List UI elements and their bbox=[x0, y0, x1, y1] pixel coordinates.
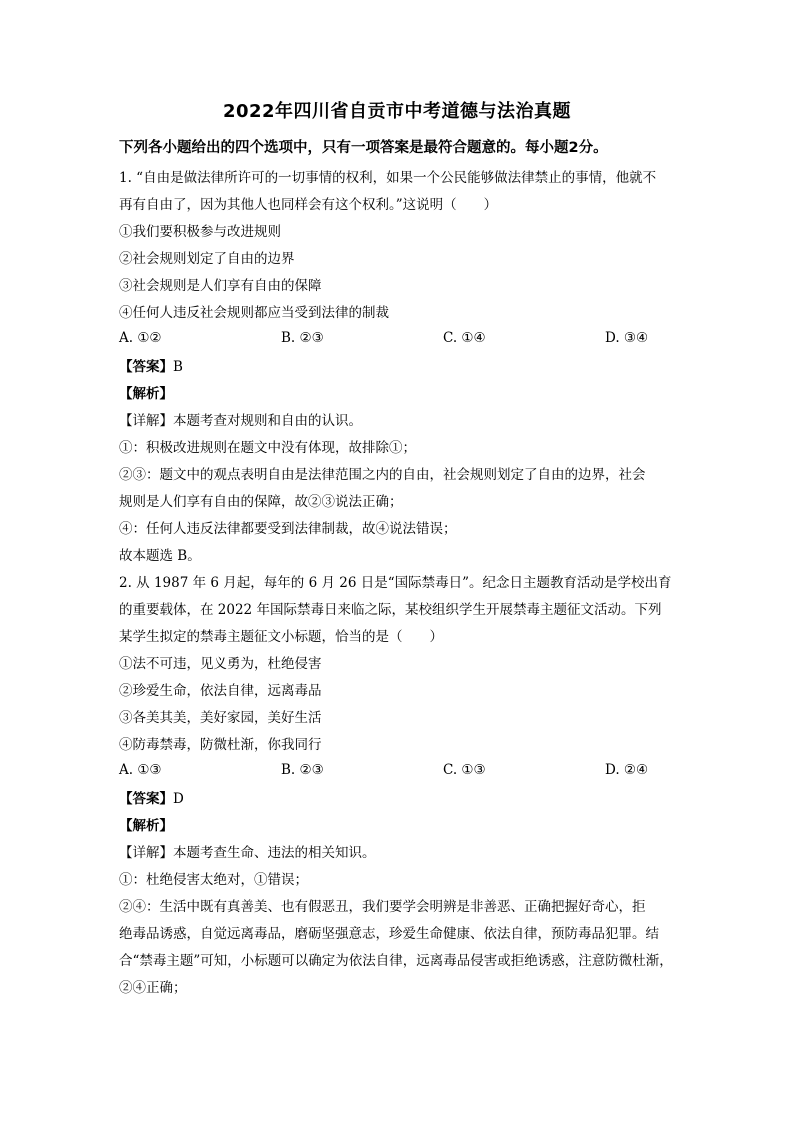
q1-stem-line-1: 1. “自由是做法律所许可的一切事情的权利，如果一个公民能够做法律禁止的事情，他就不 bbox=[119, 170, 657, 186]
q1-analysis-line bbox=[119, 384, 679, 404]
q2-item-3: ③各美其美，美好家园，美好生活 bbox=[119, 710, 322, 726]
q1-conclusion: 故本题选 B。 bbox=[119, 548, 201, 564]
q1-answer-line bbox=[119, 357, 679, 377]
q1-detail-line bbox=[119, 411, 679, 431]
q2-stem-line-1: 2. 从 1987 年 6 月起，每年的 6 月 26 日是“国际禁毒日”。纪念日主题教育活动是学校出育 bbox=[119, 575, 672, 591]
q2-option-c: C. ①③ bbox=[443, 762, 486, 778]
q2-option-b: B. ②③ bbox=[281, 762, 324, 778]
q2-stem-line-3: 某学生拟定的禁毒主题征文小标题，恰当的是（ ） bbox=[119, 629, 443, 645]
q2-answer-tag: 【答案】 bbox=[119, 791, 173, 807]
q2-option-d: D. ②④ bbox=[605, 762, 649, 778]
q2-explanation-2c: 合“禁毒主题”可知，小标题可以确定为依法自律，远离毒品侵害或拒绝诱惑，注意防微杜渐， bbox=[119, 953, 673, 969]
q1-answer-tag: 【答案】 bbox=[119, 359, 173, 375]
q2-answer-value: D bbox=[173, 791, 184, 807]
q2-detail-tag: 【详解】 bbox=[119, 845, 173, 861]
q1-explanation-3: ④：任何人违反法律都要受到法律制裁，故④说法错误； bbox=[119, 521, 457, 537]
q1-explanation-2b: 规则是人们享有自由的保障，故②③说法正确； bbox=[119, 494, 403, 510]
q2-explanation-2a: ②④：生活中既有真善美、也有假恶丑，我们要学会明辨是非善恶、正确把握好奇心，拒 bbox=[119, 899, 646, 915]
q1-option-d: D. ③④ bbox=[605, 330, 649, 346]
q1-option-a: A. ①② bbox=[119, 330, 162, 346]
q1-item-3: ③社会规则是人们享有自由的保障 bbox=[119, 278, 322, 294]
page-title: 2022年四川省自贡市中考道德与法治真题 bbox=[222, 101, 572, 122]
q2-item-4: ④防毒禁毒，防微杜渐，你我同行 bbox=[119, 737, 322, 753]
q2-item-2: ②珍爱生命，依法自律，远离毒品 bbox=[119, 683, 322, 699]
q2-options bbox=[119, 762, 679, 782]
q2-item-1: ①法不可违，见义勇为，杜绝侵害 bbox=[119, 656, 322, 672]
q1-option-c: C. ①④ bbox=[443, 330, 486, 346]
q1-analysis-tag: 【解析】 bbox=[119, 386, 173, 402]
section-instruction: 下列各小题给出的四个选项中，只有一项答案是最符合题意的。每小题2分。 bbox=[119, 140, 608, 156]
q1-detail-tag: 【详解】 bbox=[119, 413, 173, 429]
q2-stem-line-2: 的重要载体，在 2022 年国际禁毒日来临之际，某校组织学生开展禁毒主题征文活动。下列 bbox=[119, 602, 662, 618]
q2-explanation-2b: 绝毒品诱惑，自觉远离毒品，磨砺坚强意志，珍爱生命健康、依法自律，预防毒品犯罪。结 bbox=[119, 926, 659, 942]
q2-analysis-line bbox=[119, 816, 679, 836]
q1-explanation-2a: ②③：题文中的观点表明自由是法律范围之内的自由，社会规则划定了自由的边界，社会 bbox=[119, 467, 646, 483]
q2-explanation-1: ①：杜绝侵害太绝对，①错误； bbox=[119, 872, 308, 888]
q2-detail-line bbox=[119, 843, 679, 863]
q1-answer-value: B bbox=[173, 359, 183, 375]
q1-item-1: ①我们要积极参与改进规则 bbox=[119, 224, 281, 240]
q1-item-2: ②社会规则划定了自由的边界 bbox=[119, 251, 295, 267]
q2-analysis-tag: 【解析】 bbox=[119, 818, 173, 834]
q1-item-4: ④任何人违反社会规则都应当受到法律的制裁 bbox=[119, 305, 389, 321]
q2-option-a: A. ①③ bbox=[119, 762, 162, 778]
q2-answer-line bbox=[119, 789, 679, 809]
q1-option-b: B. ②③ bbox=[281, 330, 324, 346]
q1-explanation-1: ①：积极改进规则在题文中没有体现，故排除①； bbox=[119, 440, 416, 456]
q2-explanation-2d: ②④正确； bbox=[119, 980, 187, 996]
q1-detail-text: 本题考查对规则和自由的认识。 bbox=[173, 413, 362, 429]
q1-options bbox=[119, 330, 679, 350]
q1-stem-line-2: 再有自由了，因为其他人也同样会有这个权利。”这说明（ ） bbox=[119, 197, 498, 213]
q2-detail-text: 本题考查生命、违法的相关知识。 bbox=[173, 845, 376, 861]
